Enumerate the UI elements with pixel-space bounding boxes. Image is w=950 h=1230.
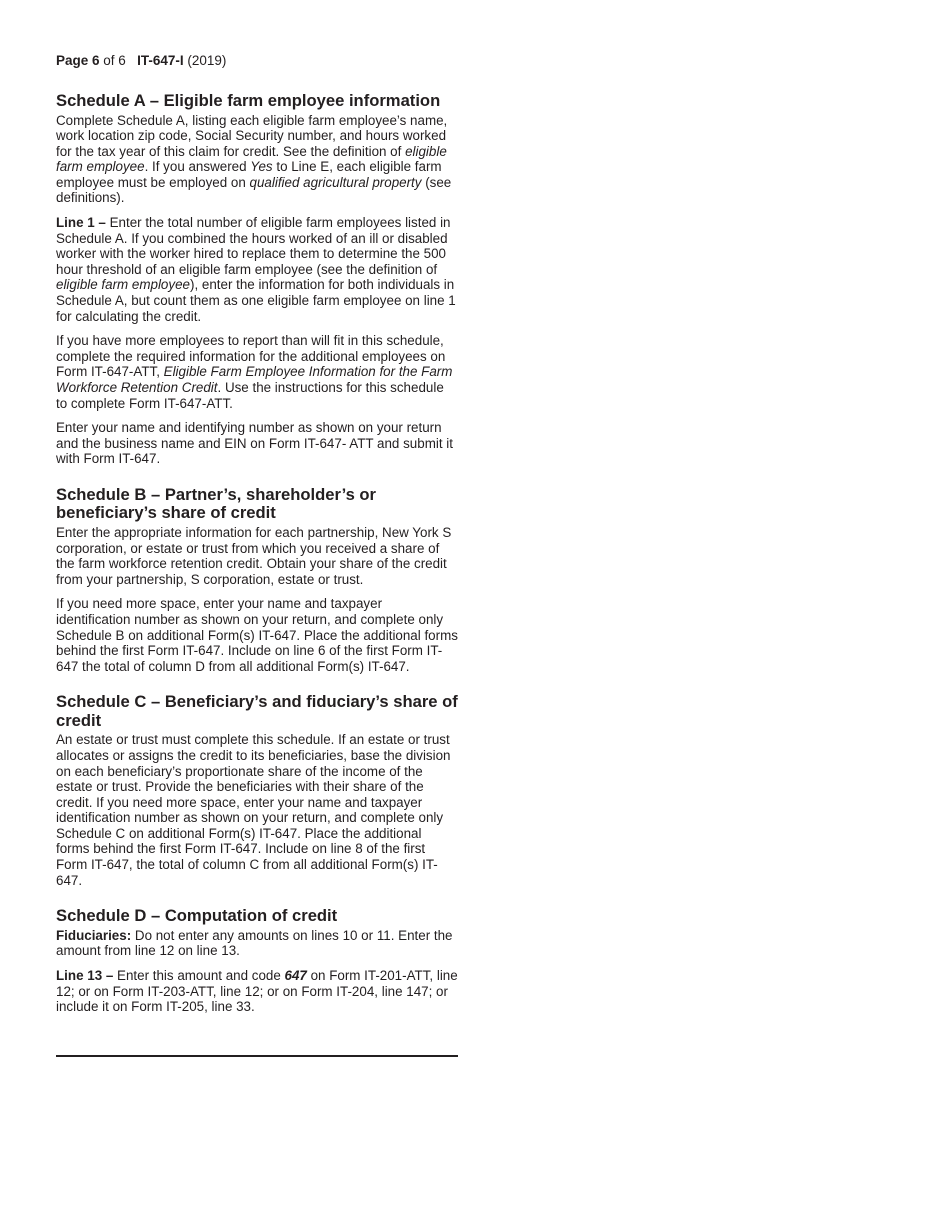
instruction-paragraph (56, 968, 458, 1015)
instruction-paragraph (56, 596, 458, 674)
section-heading: Schedule C – Beneficiary’s and fiduciary’s share of credit (56, 692, 458, 730)
bottom-rule (56, 1055, 458, 1057)
body-text: Enter this amount and code (113, 967, 285, 983)
instruction-paragraph (56, 928, 458, 959)
instruction-paragraph (56, 732, 458, 888)
section-heading: Schedule A – Eligible farm employee information (56, 91, 441, 110)
body-text: Enter your name and identifying number as shown on your return and the business name and EIN on Form IT-647- ATT and submit it with Form IT-647. (56, 420, 453, 467)
body-text: Enter the appropriate information for each partnership, New York S corporation, or estate or trust from which you received a share of the farm workforce retention credit. Obtain your share of the credit from your partnership, S corporation, estate or trust. (56, 524, 452, 587)
emphasis-text: eligible farm employee (56, 277, 190, 293)
body-text: on Form IT-201-ATT, line 12; or on Form IT-203-ATT, line 12; or on Form IT-204, line 147; or include it on Form IT-205, line 33. (56, 967, 458, 1015)
body-text: to Line E, each eligible farm employee must be employed on (56, 159, 442, 190)
emphasis-text: qualified agricultural property (249, 174, 422, 190)
body-text: Do not enter any amounts on lines 10 or 11. Enter the amount from line 12 on line 13. (56, 927, 453, 959)
page-number: Page 6 (56, 53, 100, 68)
instruction-paragraph (56, 215, 458, 324)
body-text: . Use the instructions for this schedule to complete Form IT-647-ATT. (56, 380, 444, 411)
instruction-paragraph (56, 420, 458, 467)
schedule-section (56, 693, 458, 888)
schedule-section (56, 907, 458, 1014)
emphasis-text: Eligible Farm Employee Information for the Farm Workforce Retention Credit (56, 364, 453, 395)
emphasis-text: eligible farm employee (56, 143, 447, 175)
body-text: ), enter the information for both individuals in Schedule A, but count them as one eligible farm employee on line 1 for calculating the credit. (56, 277, 456, 324)
page-total: of 6 (103, 53, 126, 68)
body-text: If you have more employees to report than will fit in this schedule, complete the required information for the additional employees on Form IT-647-ATT, (56, 333, 446, 380)
instruction-paragraph (56, 113, 458, 207)
instruction-paragraph (56, 525, 458, 587)
form-id: IT-647-I (137, 53, 184, 68)
section-heading: Schedule B – Partner’s, shareholder’s or beneficiary’s share of credit (56, 484, 377, 523)
document-column (56, 52, 458, 1034)
section-heading: Schedule D – Computation of credit (56, 906, 338, 926)
form-year: (2019) (187, 53, 227, 68)
emphasis-text: Yes (250, 159, 273, 175)
schedule-section (56, 486, 458, 674)
body-text: (see definitions). (56, 174, 452, 206)
body-text: An estate or trust must complete this schedule. If an estate or trust allocates or assigns the credit to its beneficiaries, base the division on each beneficiary’s proportionate share of the income of the estate or trust. Provide the beneficiaries with their share of the credit. If you need more space, enter your name and taxpayer identification number as shown on your return, and complete only Schedule C on additional Form(s) IT-647. Place the additional forms behind the first Form IT-647. Include on line 8 of the first Form IT-647, the total of column C from all additional Form(s) IT-647. (56, 732, 451, 888)
body-text: If you need more space, enter your name and taxpayer identification number as shown on your return, and complete only Schedule B on additional Form(s) IT-647. Place the additional forms behind the first Form IT-647. Include on line 6 of the first Form IT-647 the total of column D from all additional Form(s) IT-647. (56, 596, 458, 674)
body-text: Complete Schedule A, listing each eligible farm employee’s name, work location zip code, Social Security number, and hours worked for the tax year of this claim for credit. See the definition of (56, 112, 448, 159)
emphasis-text: 647 (284, 967, 307, 983)
emphasis-text: Line 1 – (56, 215, 106, 231)
instruction-sections (56, 92, 458, 1015)
schedule-section (56, 92, 458, 467)
body-text: Enter the total number of eligible farm employees listed in Schedule A. If you combined the hours worked of an ill or disabled worker with the worker hired to replace them to determine the 500 hour threshold of an eligible farm employee (see the definition of (56, 215, 451, 277)
instruction-paragraph (56, 333, 458, 411)
emphasis-text: Fiduciaries: (56, 927, 132, 943)
emphasis-text: Line 13 – (56, 967, 114, 983)
page-header (56, 52, 458, 70)
body-text: . If you answered (144, 159, 251, 175)
